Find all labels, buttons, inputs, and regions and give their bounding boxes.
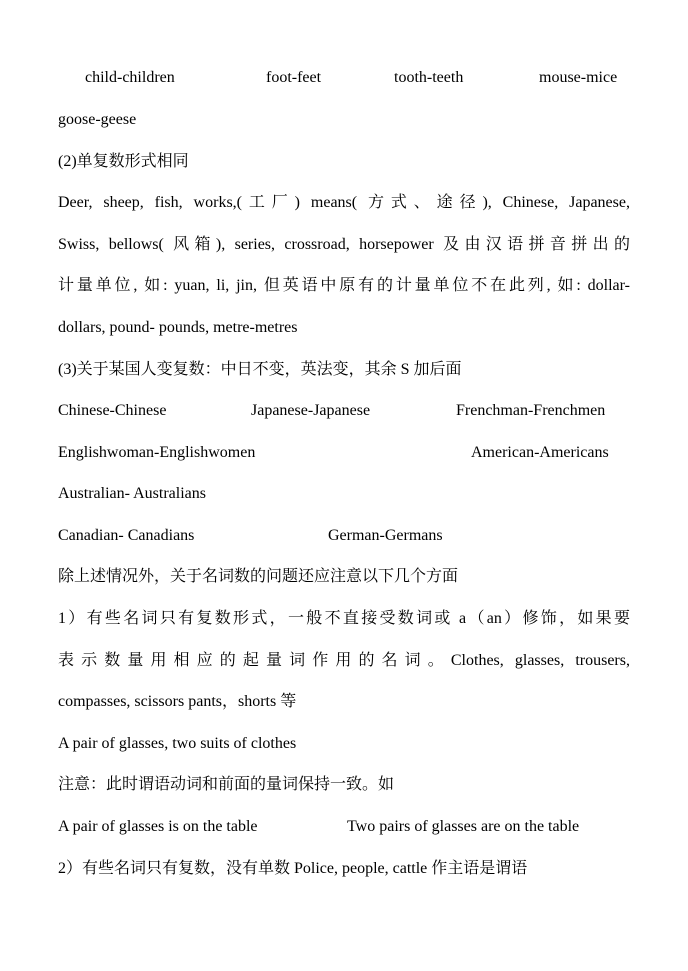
example-child: child-children bbox=[85, 69, 175, 86]
line-nationality-examples-2 bbox=[58, 442, 630, 464]
point-1-line-3: compasses, scissors pants，shorts 等 bbox=[58, 693, 297, 710]
example-englishwoman: Englishwoman-Englishwomen bbox=[58, 444, 256, 461]
section-intro: 除上述情况外，关于名词数的问题还应注意以下几个方面 bbox=[58, 568, 459, 585]
paragraph-line-4: dollars, pound- pounds, metre-metres bbox=[58, 319, 298, 336]
example-pairs-plural: Two pairs of glasses are on the table bbox=[347, 818, 580, 835]
example-glasses-clothes: A pair of glasses, two suits of clothes bbox=[58, 735, 297, 752]
paragraph-line-3: 计量单位, 如: yuan, li, jin, 但英语中原有的计量单位不在此列, 如: dollar- bbox=[58, 277, 630, 294]
point-1-line-1: 1）有些名词只有复数形式，一般不直接受数词或 a（an）修饰，如果要 bbox=[58, 610, 630, 627]
note-line: 注意：此时谓语动词和前面的量词保持一致。如 bbox=[58, 776, 395, 793]
paragraph-line-2: Swiss, bellows( 风箱), series, crossroad, horsepower 及由汉语拼音拼出的 bbox=[58, 236, 630, 253]
example-tooth: tooth-teeth bbox=[394, 69, 464, 86]
line-australian: Australian- Australians bbox=[58, 485, 206, 502]
example-japanese: Japanese-Japanese bbox=[251, 402, 371, 419]
example-foot: foot-feet bbox=[266, 69, 322, 86]
line-agreement-examples bbox=[58, 816, 630, 838]
line-plural-examples-1 bbox=[58, 67, 630, 89]
example-chinese: Chinese-Chinese bbox=[58, 402, 167, 419]
example-canadian: Canadian- Canadians bbox=[58, 527, 195, 544]
paragraph-line-1: Deer, sheep, fish, works,(工厂) means( 方式、途径), Chinese, Japanese, bbox=[58, 194, 630, 211]
example-german: German-Germans bbox=[328, 527, 443, 544]
line-nationality-examples-1 bbox=[58, 400, 630, 422]
point-2-line-1: 2）有些名词只有复数，没有单数 Police, people, cattle 作主语是谓语 bbox=[58, 860, 528, 877]
section-heading-2: (2)单复数形式相同 bbox=[58, 153, 189, 170]
line-nationality-examples-3 bbox=[58, 525, 630, 547]
point-1-line-2: 表示数量用相应的起量词作用的名词。Clothes, glasses, trousers, bbox=[58, 652, 630, 669]
example-american: American-Americans bbox=[471, 444, 609, 461]
line-goose: goose-geese bbox=[58, 111, 137, 128]
example-pair-singular: A pair of glasses is on the table bbox=[58, 818, 258, 835]
section-heading-3: (3)关于某国人变复数：中日不变，英法变，其余 S 加后面 bbox=[58, 361, 462, 378]
example-mouse: mouse-mice bbox=[539, 69, 618, 86]
example-frenchman: Frenchman-Frenchmen bbox=[456, 402, 606, 419]
